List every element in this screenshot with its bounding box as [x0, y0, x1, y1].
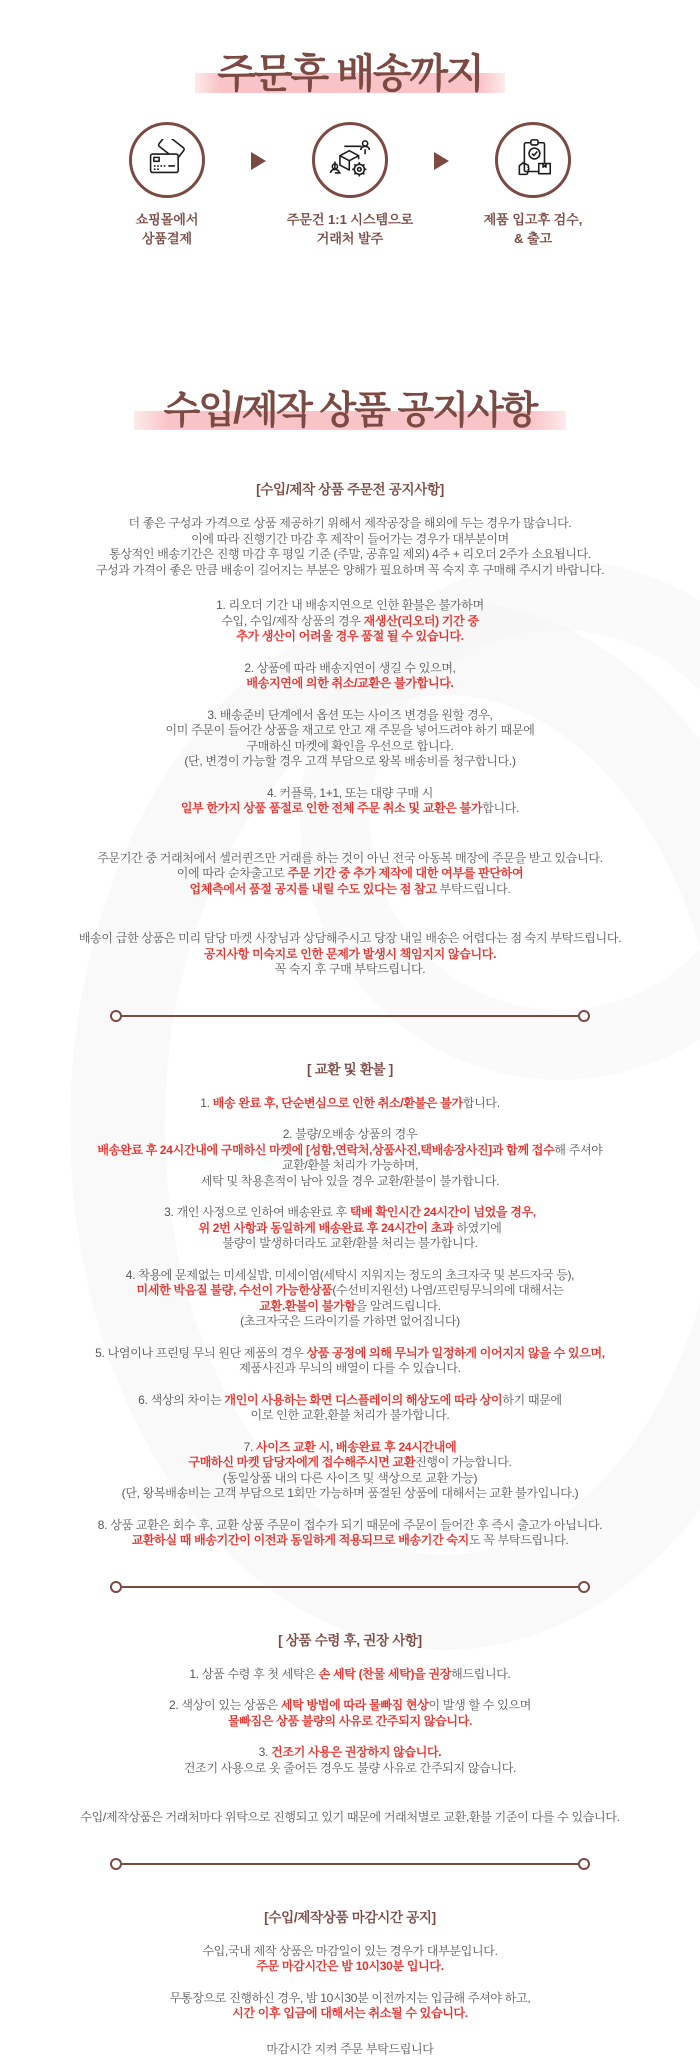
body-text: 수입, 수입/제작 상품의 경우 [221, 613, 364, 628]
notice-paragraph [0, 1096, 700, 1112]
divider-line [122, 1863, 578, 1866]
body-text: 주문기간 중 거래처에서 셀러퀸즈만 거래를 하는 것이 아닌 전국 아동복 매장에 주문을 받고 있습니다. [97, 850, 603, 865]
section-heading: [ 교환 및 환불 ] [307, 1061, 393, 1077]
emphasis-text: 미세한 박음질 불량, 수선이 가능한상품 [136, 1283, 333, 1298]
notice-paragraph [0, 1205, 700, 1252]
page-title [0, 0, 700, 96]
body-text: 제품사진과 무늬의 배열이 다를 수 있습니다. [239, 1361, 461, 1376]
emphasis-text: 일부 한가지 상품 품절로 인한 전체 주문 취소 및 교환은 불가 [180, 801, 483, 816]
inspection-shipping-icon [495, 122, 571, 198]
body-text: 3. 배송준비 단계에서 옵션 또는 사이즈 변경을 원할 경우, [207, 707, 493, 722]
notice-paragraph [0, 1991, 700, 2022]
body-text: 2. 상품에 따라 배송지연이 생길 수 있으며, [244, 660, 456, 675]
body-text: 배송이 급한 상품은 미리 담당 마켓 사장님과 상담해주시고 당장 내일 배송은 어렵다는 점 숙지 부탁드립니다. [78, 931, 622, 946]
body-text: (단, 변경이 가능할 경우 고객 부담으로 왕복 배송비를 청구합니다.) [184, 754, 516, 769]
body-text: 3. 개인 사정으로 인하여 배송완료 후 [164, 1205, 350, 1220]
divider-line [122, 1015, 578, 1018]
body-text: 수입,국내 제작 상품은 마감일이 있는 경우가 대부분입니다. [202, 1943, 498, 1958]
body-text: 불량이 발생하더라도 교환/환불 처리는 불가합니다. [222, 1236, 478, 1251]
body-text: 해드립니다. [451, 1666, 511, 1681]
emphasis-text: 위 2번 사항과 동일하게 배송완료 후 24시간이 초과 [198, 1220, 454, 1235]
body-text: 이에 따라 순차출고로 [176, 866, 288, 881]
credit-card-icon [129, 122, 205, 198]
body-text: 통상적인 배송기간은 진행 마감 후 평일 기준 (주말, 공휴일 제외) 4주 + 리오더 2주가 소요됩니다. [109, 547, 591, 562]
body-text: 2. 불량/오배송 상품의 경우 [282, 1127, 418, 1142]
notice-paragraph [0, 661, 700, 692]
body-text: 1. 상품 수령 후 첫 세탁은 [189, 1666, 319, 1681]
body-text: 을 알려드립니다. [355, 1298, 441, 1313]
notice-paragraph [0, 598, 700, 645]
body-text: 도 꼭 부탁드립니다. [468, 1533, 569, 1548]
notice-paragraph [0, 1810, 700, 1826]
body-text: 수입/제작상품은 거래처마다 위탁으로 진행되고 있기 때문에 거래처별로 교환,환불 기준이 다를 수 있습니다. [80, 1810, 620, 1825]
emphasis-text: 손 세탁 (찬물 세탁)을 권장 [318, 1666, 452, 1681]
body-text: 3. [258, 1745, 272, 1760]
notice-sections [0, 478, 700, 2057]
arrow-right-icon [434, 152, 449, 170]
emphasis-text: 상품 공정에 의해 무늬가 일정하게 이어지지 않을 수 있으며, [306, 1345, 605, 1360]
emphasis-text: 주문 기간 중 추가 제작에 대한 여부를 판단하여 [287, 866, 524, 881]
body-text: 2. 색상이 있는 상품은 [168, 1698, 281, 1713]
notice-paragraph [0, 708, 700, 770]
divider-dot [110, 1010, 122, 1022]
emphasis-text: 공지사항 미숙지로 인한 문제가 발생시 책임지지 않습니다. [203, 946, 497, 961]
divider-dot [110, 1858, 122, 1870]
emphasis-text: 재생산(리오더) 기간 중 [363, 613, 479, 628]
arrow-right-icon [251, 152, 266, 170]
emphasis-text: 업체측에서 품절 공지를 내릴 수도 있다는 점 참고 [189, 881, 440, 896]
notice-paragraph [0, 1518, 700, 1549]
notice-paragraph [0, 1268, 700, 1330]
order-system-icon [312, 122, 388, 198]
notice-title [0, 391, 700, 433]
body-text: 이미 주문이 들어간 상품을 재고로 안고 재 주문을 넣어드려야 하기 때문에 [165, 723, 535, 738]
emphasis-text: 시간 이후 입금에 대해서는 취소될 수 있습니다. [232, 2006, 468, 2021]
emphasis-text: 배송 완료 후, 단순변심으로 인한 취소/환불은 불가 [212, 1095, 463, 1110]
emphasis-text: 교환하실 때 배송기간이 이전과 동일하게 적용되므로 배송기간 숙지 [131, 1533, 469, 1548]
emphasis-text: 교환.환불이 불가함 [259, 1298, 356, 1313]
step-label: 쇼핑몰에서 상품결제 [135, 212, 199, 246]
divider-dot [578, 1858, 590, 1870]
notice-paragraph [0, 2042, 700, 2057]
notice-paragraph [0, 1667, 700, 1683]
step-item [449, 122, 617, 249]
notice-paragraph [0, 1346, 700, 1377]
body-text: 5. 나염이나 프린팅 무늬 원단 제품의 경우 [95, 1345, 307, 1360]
emphasis-text: 물빠짐은 상품 불량의 사유로 간주되지 않습니다. [227, 1713, 473, 1728]
section-heading: [수입/제작 상품 주문전 공지사항] [256, 482, 444, 498]
notice-paragraph [0, 1393, 700, 1424]
body-text: 세탁 및 착용흔적이 남아 있을 경우 교환/환불이 불가합니다. [200, 1173, 500, 1188]
body-text: 이 발생 할 수 있으며 [428, 1698, 532, 1713]
emphasis-text: 구매하신 마켓 담당자에게 접수해주시면 교환 [188, 1455, 416, 1470]
emphasis-text: 세탁 방법에 따라 물빠짐 현상 [280, 1698, 429, 1713]
emphasis-text: 배송지연에 의한 취소/교환은 불가합니다. [246, 676, 454, 691]
emphasis-text: 배송완료 후 24시간내에 구매하신 마켓에 [성함,연락처,상품사진,택배송장사진]과 함께 접수 [97, 1142, 555, 1157]
notice-paragraph [0, 1944, 700, 1975]
divider-dot [578, 1010, 590, 1022]
section-heading: [수입/제작상품 마감시간 공지] [264, 1909, 436, 1925]
steps-row [0, 122, 700, 249]
notice-paragraph [0, 1698, 700, 1729]
body-text: 이에 따라 진행기간 마감 후 제작이 들어가는 경우가 대부분이며 [191, 531, 509, 546]
body-text: 합니다. [482, 801, 520, 816]
body-text: (단, 왕복배송비는 고객 부담으로 1회만 가능하며 품절된 상품에 대해서는 교환 불가입니다.) [121, 1486, 579, 1501]
notice-paragraph [0, 516, 700, 578]
notice-paragraph [0, 851, 700, 898]
body-text: (초크자국은 드라이기를 가하면 없어집니다) [240, 1314, 460, 1329]
body-text: 하기 때문에 [502, 1392, 562, 1407]
body-text: 7. [243, 1439, 257, 1454]
body-text: 합니다. [462, 1095, 500, 1110]
emphasis-text: 건조기 사용은 권장하지 않습니다. [271, 1745, 442, 1760]
emphasis-text: 택배 확인시간 24시간이 넘었을 경우, [349, 1205, 536, 1220]
body-text: 구매하신 마켓에 확인을 우선으로 합니다. [246, 738, 454, 753]
section-heading: [ 상품 수령 후, 권장 사항] [278, 1632, 422, 1648]
notice-paragraph [0, 931, 700, 978]
body-text: 건조기 사용으로 옷 줄어든 경우도 불량 사유로 간주되지 않습니다. [183, 1760, 517, 1775]
body-text: 1. [200, 1095, 213, 1110]
body-text: 4. 커플룩, 1+1, 또는 대량 구매 시 [266, 785, 434, 800]
notice-paragraph [0, 786, 700, 817]
body-text: 이로 인한 교환,환불 처리가 불가합니다. [250, 1408, 450, 1423]
body-text: 진행이 가능합니다. [415, 1455, 512, 1470]
notice-paragraph [0, 1127, 700, 1189]
emphasis-text: 추가 생산이 어려울 경우 품절 될 수 있습니다. [236, 629, 464, 644]
body-text: 부탁드립니다. [439, 881, 511, 896]
emphasis-text: 사이즈 교환 시, 배송완료 후 24시간내에 [256, 1439, 457, 1454]
body-text: 8. 상품 교환은 회수 후, 교환 상품 주문이 접수가 되기 때문에 주문이 들어간 후 즉시 출고가 아닙니다. [97, 1517, 603, 1532]
body-text: 교환/환불 처리가 가능하며, [281, 1158, 419, 1173]
body-text: 해 주셔야 [554, 1142, 603, 1157]
body-text: 마감시간 지켜 주문 부탁드립니다 [266, 2041, 434, 2056]
body-text: 꼭 숙지 후 구매 부탁드립니다. [274, 962, 426, 977]
divider-dot [110, 1581, 122, 1593]
step-label: 제품 입고후 검수, & 출고 [483, 212, 583, 246]
body-text: 하였기에 [453, 1220, 502, 1235]
step-item [266, 122, 434, 249]
section-divider [110, 1010, 590, 1022]
notice-title-text: 수입/제작 상품 공지사항 [134, 391, 567, 433]
emphasis-text: 개인이 사용하는 화면 디스플레이의 해상도에 따라 상이 [224, 1392, 503, 1407]
body-text: 6. 색상의 차이는 [138, 1392, 225, 1407]
body-text: (동일상품 내의 다른 사이즈 및 색상으로 교환 가능) [222, 1470, 478, 1485]
section-divider [110, 1858, 590, 1870]
page-title-text: 주문후 배송까지 [195, 52, 505, 96]
notice-paragraph [0, 1440, 700, 1502]
section-divider [110, 1581, 590, 1593]
divider-line [122, 1586, 578, 1589]
body-text: 구성과 가격이 좋은 만큼 배송이 길어지는 부분은 양해가 필요하며 꼭 숙지 후 구매해 주시기 바랍니다. [95, 562, 605, 577]
body-text: 4. 착용에 문제없는 미세실밥, 미세이염(세탁시 지워지는 정도의 초크자국 및 본드자국 등), [125, 1267, 575, 1282]
body-text: 무통장으로 진행하신 경우, 밤 10시30분 이전까지는 입금해 주셔야 하고, [169, 1990, 531, 2005]
emphasis-text: 주문 마감시간은 밤 10시30분 입니다. [256, 1959, 444, 1974]
body-text: (수선비지원선) 나염/프린팅무늬의에 대해서는 [332, 1283, 564, 1298]
step-item [83, 122, 251, 249]
body-text: 더 좋은 구성과 가격으로 상품 제공하기 위해서 제작공장을 해외에 두는 경우가 많습니다. [128, 516, 572, 531]
body-text: 1. 리오더 기간 내 배송지연으로 인한 환불은 불가하며 [216, 598, 484, 613]
step-label: 주문건 1:1 시스템으로 거래처 발주 [286, 212, 414, 246]
notice-paragraph [0, 1745, 700, 1776]
divider-dot [578, 1581, 590, 1593]
